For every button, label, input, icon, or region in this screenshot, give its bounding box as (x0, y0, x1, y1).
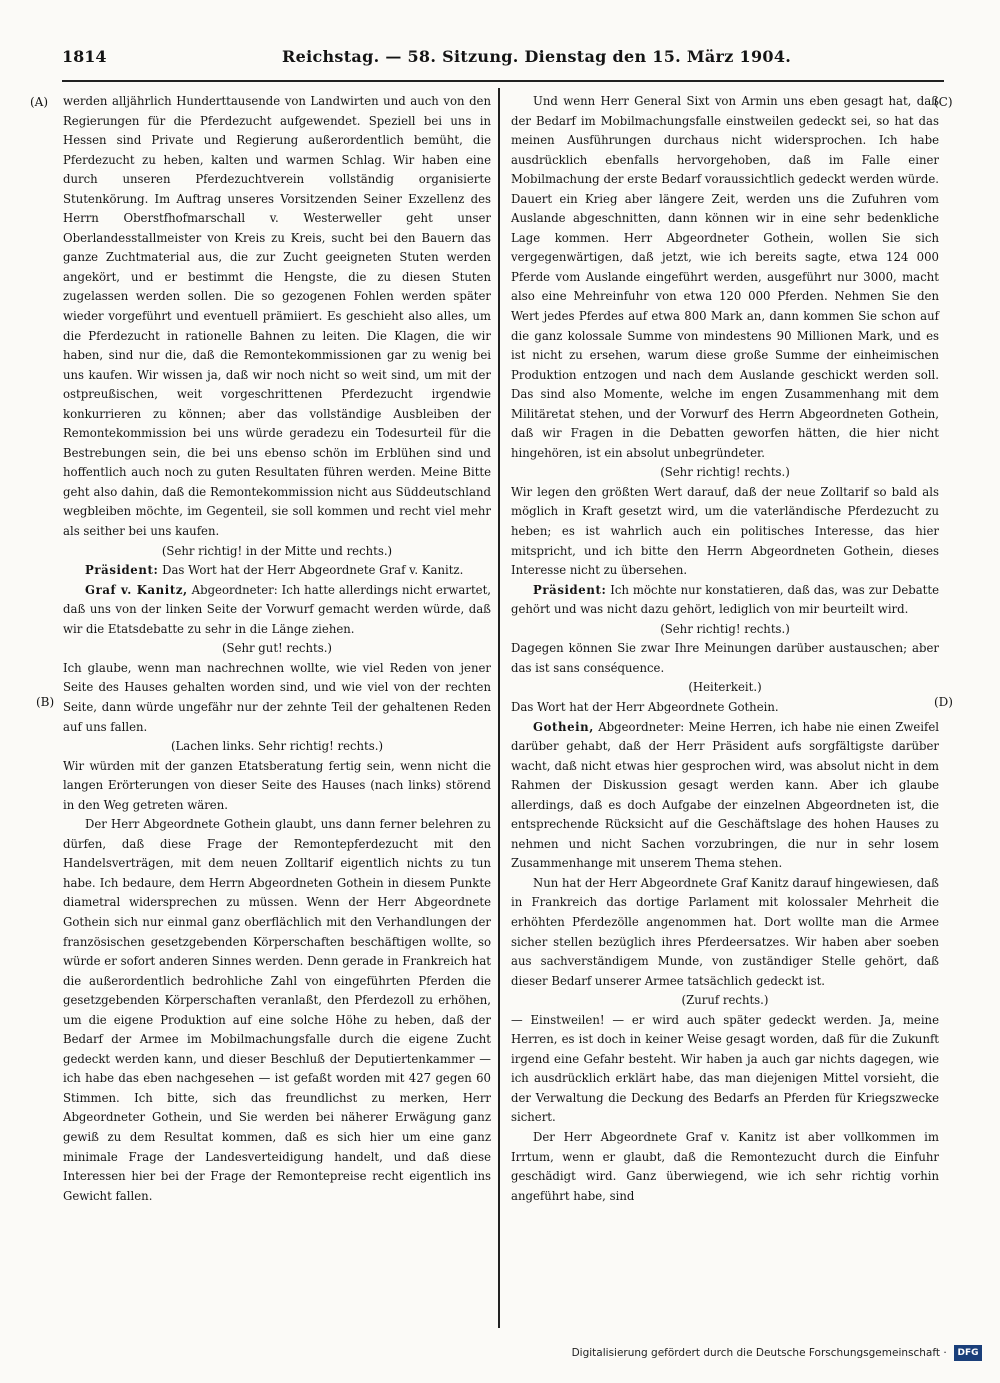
paragraph: Das Wort hat der Herr Abgeordnete Gothein. (511, 699, 779, 714)
paragraph: Ich glaube, wenn man nachrechnen wollte, wie viel Reden von jener Seite des Hauses gehalten worden sind, und wie viel von der rechten Seite, dann würde ungefähr nur der zehnte Teil der gehaltenen Reden auf uns fallen. (63, 660, 491, 734)
paragraph: werden alljährlich Hunderttausende von Landwirten und auch von den Regierungen für die Pferdezucht aufgewendet. Speziell bei uns in Hessen sind Private und Regierung außerordentlich bemüht, die Pferdezucht zu heben, kalten und warmen Schlag. Wir haben eine durch unseren Pferdezuchtverein vollständig organisierte Stutenkörung. Im Auftrag unseres Vorsitzenden Seiner Exzellenz des Herrn Oberstfhofmarschall v. Westerweller geht unser Oberlandesstallmeister von Kreis zu Kreis, sucht bei den Bauern das ganze Zuchtmaterial aus, die zur Zucht geeigneten Stuten werden angekört, und er bestimmt die Hengste, die zu diesen Stuten zugelassen werden sollen. Die so gezogenen Fohlen werden später wieder vorgeführt und eventuell prämiiert. Es geschieht also alles, um die Pferdezucht in rationelle Bahnen zu leiten. Die Klagen, die wir haben, sind nur die, daß die Remontekommissionen gar zu wenig bei uns kaufen. Wir wissen ja, daß wir noch nicht so weit sind, um mit der ostpreußischen, weit vorgeschrittenen Pferdezucht irgendwie konkurrieren zu können; aber das vollständige Ausbleiben der Remontekommission bei uns würde geradezu ein Todesurteil für die Bestrebungen sein, die bei uns ebenso schön im Erblühen sind und hoffentlich auch noch zu guten Resultaten führen werden. Meine Bitte geht also dahin, daß die Remontekommission nicht aus Süddeutschland wegbleiben möchte, im Gegenteil, sie soll kommen und recht viel mehr als seither bei uns kaufen. (63, 94, 491, 539)
interjection: (Sehr gut! rechts.) (222, 641, 332, 656)
interjection: (Sehr richtig! rechts.) (660, 465, 790, 480)
running-title: Reichstag. — 58. Sitzung. Dienstag den 15. März 1904. (282, 47, 792, 66)
paragraph: Der Herr Abgeordnete Gothein glaubt, uns dann ferner belehren zu dürfen, daß diese Frage der Remontepferdezucht mit den Handelsverträgen, mit dem neuen Zolltarif eigentlich nichts zu tun habe. Ich bedaure, dem Herrn Abgeordneten Gothein in diesem Punkte diametral widersprechen zu müssen. Wenn der Herr Abgeordnete Gothein sich nur einmal ganz oberflächlich mit den Verhandlungen der französischen gesetzgebenden Körperschaften beschäftigen wollte, so würde er sofort anderen Sinnes werden. Denn gerade in Frankreich hat die außerordentlich bedrohliche Zahl von eingeführten Pferden die gesetzgebenden Körperschaften veranlaßt, den Pferdezoll zu erhöhen, um die eigene Produktion auf eine solche Höhe zu heben, daß der Bedarf der Armee im Mobilmachungsfalle durch die eigene Zucht gedeckt werden kann, und dieser Beschluß der Deputiertenkammer — ich habe das eben nachgesehen — ist gefaßt worden mit 427 gegen 60 Stimmen. Ich bitte, sich das freundlichst zu merken, Herr Abgeordneter Gothein, und Sie werden bei näherer Erwägung ganz gewiß zu dem Resultat kommen, daß es sich hier um eine ganz minimale Frage der Landesverteidigung handelt, und daß diese Interessen hier bei der Frage der Remontepreise recht eigentlich ins Gewicht fallen. (63, 817, 491, 1203)
speech-text: Ich möchte nur konstatieren, daß das, was zur Debatte gehört und was nicht dazu gehört, lediglich von mir beurteilt wird. (511, 582, 939, 617)
speaker-name: Präsident: (85, 563, 159, 578)
interjection: (Zuruf rechts.) (681, 993, 769, 1008)
speech-text: Abgeordneter: Meine Herren, ich habe nie einen Zweifel darüber gehabt, daß der Herr Präsident aufs sorgfältigste darüber wacht, daß nicht etwas hier gesprochen wird, was absolut nicht in dem Rahmen der Diskussion gesagt werden kann. Aber ich glaube allerdings, daß es doch Aufgabe der einzelnen Abgeordneten ist, die entsprechende Rücksicht auf die Geschäftslage des hohen Hauses zu nehmen und nicht Sachen vorzubringen, die nur in sehr losem Zusammenhange mit unserem Thema stehen. (511, 719, 940, 871)
page-header (62, 44, 942, 70)
paragraph: — Einstweilen! — er wird auch später gedeckt werden. Ja, meine Herren, es ist doch in keiner Weise gesagt worden, daß für die Zukunft irgend eine Gefahr besteht. Wir haben ja auch gar nichts dagegen, wie ich ausdrücklich erklärt habe, das man diejenigen Mittel vorsieht, die der Verwaltung die Deckung des Bedarfs an Pferden für Kriegszwecke sichert. (511, 1012, 939, 1125)
speaker-paragraph (63, 581, 491, 640)
paragraph: Dagegen können Sie zwar Ihre Meinungen darüber austauschen; aber das ist sans conséquence. (511, 641, 939, 675)
speech-text: Das Wort hat der Herr Abgeordnete Graf v. Kanitz. (162, 563, 464, 578)
funding-note: Digitalisierung gefördert durch die Deutsche Forschungsgemeinschaft · (571, 1347, 947, 1359)
interjection: (Lachen links. Sehr richtig! rechts.) (170, 739, 384, 754)
interjection: (Sehr richtig! in der Mitte und rechts.) (161, 543, 393, 558)
speaker-paragraph (63, 561, 491, 581)
speaker-name: Graf v. Kanitz, (85, 582, 188, 597)
paragraph: Wir legen den größten Wert darauf, daß der neue Zolltarif so bald als möglich in Kraft gesetzt wird, um die vaterländische Pferdezucht zu heben; es ist wahrlich auch ein politisches Interesse, das hier mitspricht, und ich bitte den Herrn Abgeordneten Gothein, dieses Interesse nicht zu übersehen. (511, 484, 939, 578)
margin-marker-b: (B) (36, 695, 55, 709)
interjection: (Heiterkeit.) (688, 680, 762, 695)
footer-credit (572, 1342, 982, 1364)
interjection: (Sehr richtig! rechts.) (660, 621, 790, 636)
dfg-logo-icon: DFG (954, 1345, 982, 1361)
column-divider (498, 88, 500, 1328)
paragraph: Der Herr Abgeordnete Graf v. Kanitz ist aber vollkommen im Irrtum, wenn er glaubt, daß die Remontezucht durch die Einfuhr geschädigt wird. Ganz überwiegend, wie ich sehr richtig vorhin angeführt habe, sind (511, 1129, 939, 1203)
speaker-name: Präsident: (533, 582, 607, 597)
paragraph: Wir würden mit der ganzen Etatsberatung fertig sein, wenn nicht die langen Erörterungen von dieser Seite des Hauses (nach links) störend in den Weg getreten wären. (63, 758, 491, 812)
speaker-name: Gothein, (533, 719, 594, 734)
header-rule (62, 80, 944, 82)
speaker-paragraph (511, 718, 939, 874)
page-number: 1814 (62, 47, 107, 66)
margin-marker-d: (D) (934, 695, 953, 709)
paragraph: Nun hat der Herr Abgeordnete Graf Kanitz darauf hingewiesen, daß in Frankreich das dortige Parlament mit kolossaler Mehrheit die erhöhten Pferdezölle angenommen hat. Dort wollte man die Armee sicher stellen bezüglich ihres Pferdeersatzes. Wir haben aber soeben aus sachverständigem Munde, von zuständiger Stelle gehört, daß dieser Bedarf unserer Armee tatsächlich gedeckt ist. (511, 875, 939, 988)
right-column (511, 92, 939, 1206)
speaker-paragraph (511, 581, 939, 620)
margin-marker-c: (C) (934, 95, 953, 109)
speech-text: Abgeordneter: Ich hatte allerdings nicht erwartet, daß uns von der linken Seite der Vorwurf gemacht werden würde, daß wir die Etatsdebatte zu sehr in die Länge ziehen. (63, 582, 492, 636)
paragraph: Und wenn Herr General Sixt von Armin uns eben gesagt hat, daß der Bedarf im Mobilmachungsfalle einstweilen gedeckt sei, so hat das meinen Ausführungen durchaus nicht widersprochen. Ich habe ausdrücklich ebenfalls hervorgehoben, daß im Falle einer Mobilmachung der erste Bedarf voraussichtlich gedeckt werden würde. Dauert ein Krieg aber längere Zeit, werden uns die Zufuhren vom Auslande abgeschnitten, dann können wir in eine sehr bedenkliche Lage kommen. Herr Abgeordneter Gothein, wollen Sie sich vergegenwärtigen, daß jetzt, wie ich bereits sagte, etwa 124 000 Pferde vom Auslande eingeführt werden, ausgeführt nur 3000, macht also eine Mehreinfuhr von etwa 120 000 Pferden. Nehmen Sie den Wert jedes Pferdes auf etwa 800 Mark an, dann kommen Sie schon auf die ganz kolossale Summe von mindestens 90 Millionen Mark, und es ist nicht zu ersehen, warum diese große Summe der einheimischen Produktion entzogen und nach dem Auslande geschickt werden soll. Das sind also Momente, welche im engen Zusammenhang mit dem Militäretat stehen, und der Vorwurf des Herrn Abgeordneten Gothein, daß wir Fragen in die Debatten geworfen hätten, die hier nicht hingehören, ist ein absolut unbegründeter. (511, 94, 939, 460)
margin-marker-a: (A) (30, 95, 49, 109)
left-column (63, 92, 491, 1206)
